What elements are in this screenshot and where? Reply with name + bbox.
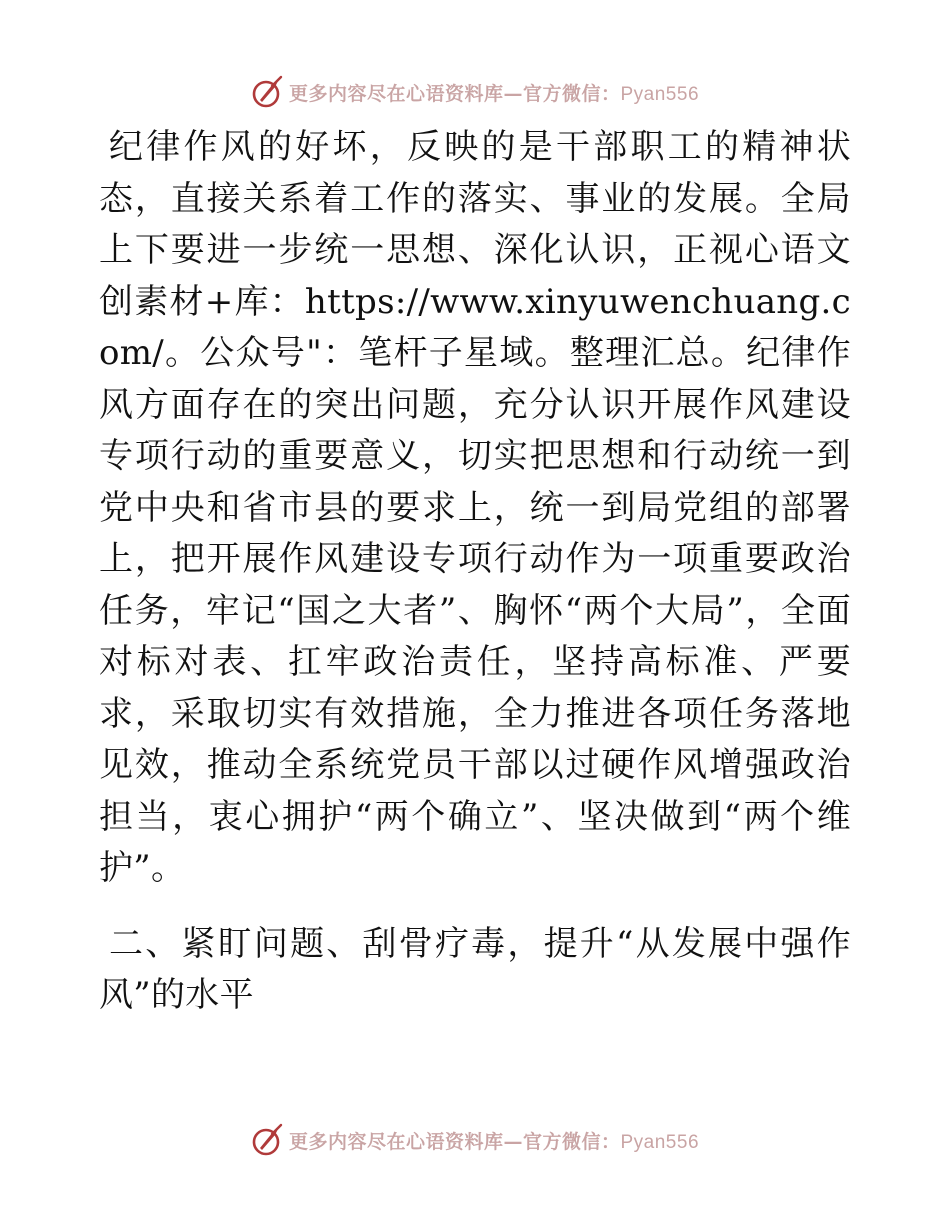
brush-pen-logo-icon <box>251 75 285 109</box>
header-watermark <box>0 72 950 112</box>
body-paragraph: 纪律作风的好坏，反映的是干部职工的精神状态，直接关系着工作的落实、事业的发展。全局上下要进一步统一思想、深化认识，正视心语文创素材+库：https://www.xinyuwenchuang.com/。公众号"：笔杆子星域。整理汇总。纪律作风方面存在的突出问题，充分认识开展作风建设专项行动的重要意义，切实把思想和行动统一到党中央和省市县的要求上，统一到局党组的部署上，把开展作风建设专项行动作为一项重要政治任务，牢记“国之大者”、胸怀“两个大局”，全面对标对表、扛牢政治责任，坚持高标准、严要求，采取切实有效措施，全力推进各项任务落地见效，推动全系统党员干部以过硬作风增强政治担当，衷心拥护“两个确立”、坚决做到“两个维护”。 <box>99 127 851 888</box>
footer-watermark <box>0 1120 950 1160</box>
brush-pen-logo-icon <box>251 1123 285 1157</box>
watermark-text: 更多内容尽在心语资料库—官方微信：Pyan556 <box>288 1130 700 1153</box>
section-heading: 二、紧盯问题、刮骨疗毒，提升“从发展中强作风”的水平 <box>99 923 851 1015</box>
document-body <box>99 122 851 1022</box>
watermark-text: 更多内容尽在心语资料库—官方微信：Pyan556 <box>288 82 700 105</box>
